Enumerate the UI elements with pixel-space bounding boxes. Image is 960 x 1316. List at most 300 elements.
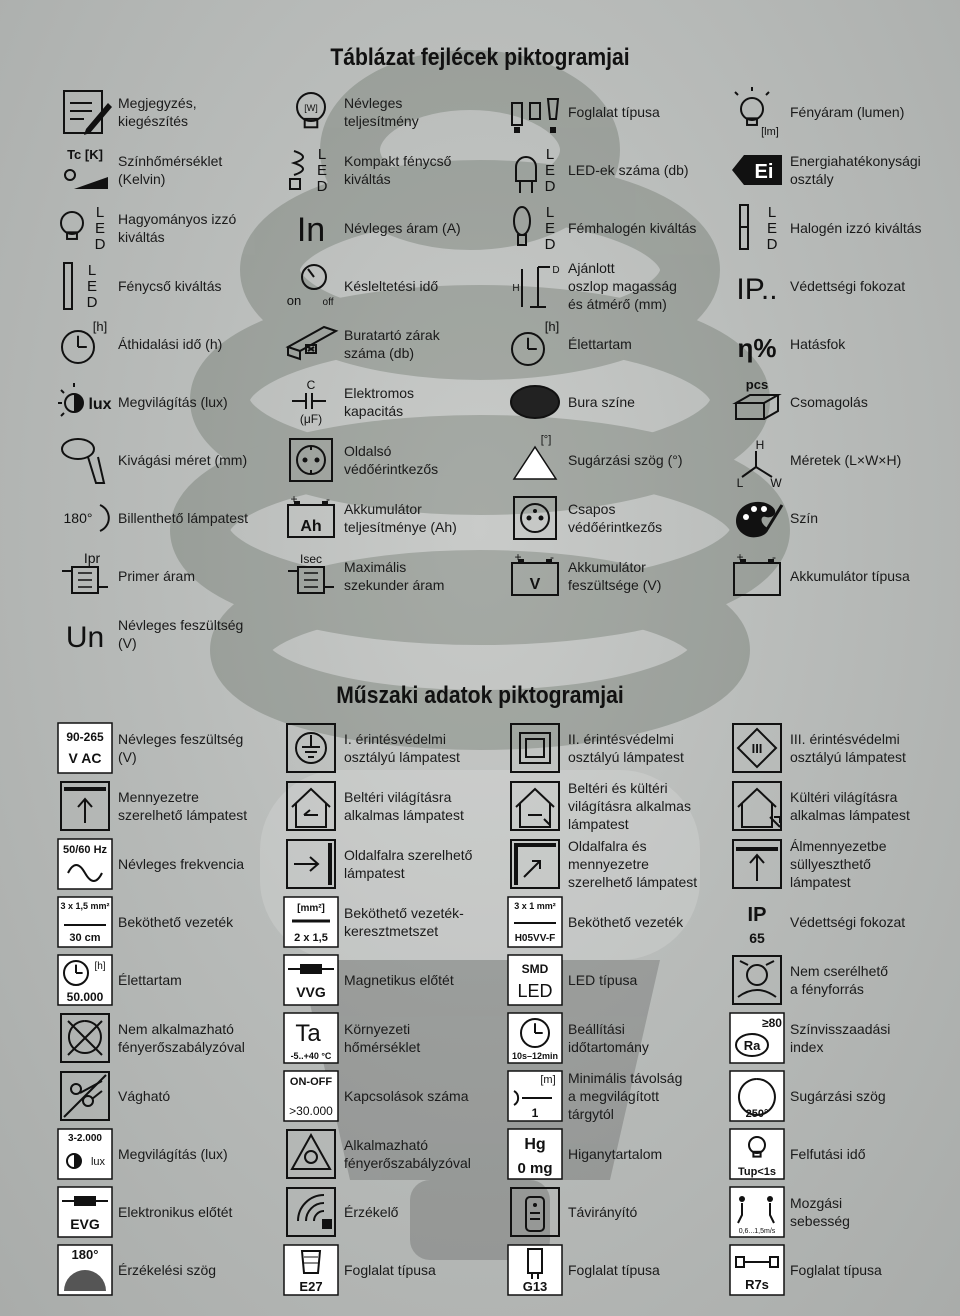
- pictogram-label: Ajánlott oszlop magasság és átmérő (mm): [568, 260, 677, 312]
- pictogram-label: Névleges feszültség (V): [118, 617, 244, 651]
- svg-text:D: D: [544, 236, 556, 253]
- pictogram-label: III. érintésvédelmi osztályú lámpatest: [790, 731, 906, 765]
- svg-text:D: D: [552, 265, 560, 276]
- svg-text:1: 1: [531, 1106, 539, 1120]
- note-icon: [58, 85, 112, 139]
- metal-halide-led-icon: [508, 201, 562, 255]
- svg-text:E: E: [544, 220, 556, 237]
- pictogram-item: [58, 836, 278, 892]
- pictogram-item: [284, 1068, 504, 1124]
- svg-text:3 x 1,5 mm²: 3 x 1,5 mm²: [60, 901, 110, 911]
- svg-text:+: +: [736, 550, 744, 564]
- pictogram-item: [730, 720, 955, 776]
- pictogram-item: [508, 836, 728, 892]
- svg-text:2 x 1,5: 2 x 1,5: [294, 932, 328, 944]
- svg-text:lux: lux: [88, 396, 112, 413]
- pictogram-item: [58, 316, 278, 372]
- pictogram-item: [284, 316, 504, 372]
- svg-text:[h]: [h]: [544, 319, 560, 334]
- outdoor-icon: [730, 779, 784, 833]
- svg-text:IP: IP: [747, 904, 767, 926]
- pictogram-item: [58, 606, 278, 662]
- pictogram-label: Foglalat típusa: [344, 1262, 436, 1278]
- pictogram-item: [284, 720, 504, 776]
- svg-text:[W]: [W]: [304, 103, 318, 113]
- svg-text:D: D: [86, 294, 98, 311]
- pictogram-label: Buratartó zárak száma (db): [344, 327, 440, 361]
- pictogram-label: Méretek (L×W×H): [790, 452, 902, 468]
- svg-text:Ipr: Ipr: [83, 550, 101, 566]
- pictogram-item: [284, 1126, 504, 1182]
- pictogram-item: [284, 548, 504, 604]
- svg-text:>30.000: >30.000: [289, 1104, 333, 1118]
- lux-range-icon: [58, 1127, 112, 1181]
- motion-speed-icon: [730, 1185, 784, 1239]
- svg-text:E: E: [316, 162, 328, 179]
- svg-text:H05VV-F: H05VV-F: [514, 933, 556, 944]
- pictogram-label: Áthidalási idő (h): [118, 336, 223, 352]
- pictogram-label: Élettartam: [568, 336, 632, 352]
- tilt-icon: [58, 491, 112, 545]
- min-distance-icon: [508, 1069, 562, 1123]
- cable-type-icon: [508, 895, 562, 949]
- tech-section-title: Műszaki adatok piktogramjai: [336, 682, 624, 709]
- pictogram-label: Kivágási méret (mm): [118, 452, 248, 468]
- svg-text:LED: LED: [517, 981, 553, 1001]
- pictogram-item: [58, 778, 278, 834]
- pictogram-label: Kapcsolások száma: [344, 1088, 469, 1104]
- svg-text:V AC: V AC: [68, 750, 102, 766]
- sensor-icon: [284, 1185, 338, 1239]
- bridging-clock-icon: [58, 317, 112, 371]
- pictogram-item: [284, 1010, 504, 1066]
- pictogram-item: [284, 142, 504, 198]
- pictogram-item: [58, 1068, 278, 1124]
- pictogram-label: Billenthető lámpatest: [118, 510, 248, 526]
- svg-text:Isec: Isec: [299, 552, 323, 566]
- pictogram-item: [730, 778, 955, 834]
- battery-ah-icon: [284, 491, 338, 545]
- pictogram-label: Névleges teljesítmény: [344, 95, 419, 129]
- svg-text:D: D: [94, 236, 106, 253]
- svg-text:[mm²]: [mm²]: [297, 903, 325, 914]
- class1-icon: [284, 721, 338, 775]
- pictogram-item: [284, 1184, 504, 1240]
- pictogram-label: Halogén izzó kiváltás: [790, 220, 922, 236]
- pictogram-label: Védettségi fokozat: [790, 278, 906, 294]
- pictogram-label: Nem alkalmazható fényerőszabályzóval: [118, 1021, 245, 1055]
- svg-text:-: -: [550, 550, 554, 564]
- pictogram-item: [730, 374, 955, 430]
- magnetic-ballast-icon: [284, 953, 338, 1007]
- pictogram-label: Magnetikus előtét: [344, 972, 454, 988]
- svg-text:pcs: pcs: [745, 377, 769, 392]
- delay-timer-icon: [284, 259, 338, 313]
- svg-text:E: E: [86, 278, 98, 295]
- pictogram-label: Foglalat típusa: [568, 1262, 660, 1278]
- pictogram-item: [284, 1242, 504, 1298]
- cuttable-icon: [58, 1069, 112, 1123]
- voltage-icon: [58, 607, 112, 661]
- pictogram-item: [730, 1126, 955, 1182]
- pictogram-label: Csomagolás: [790, 394, 868, 410]
- cutout-icon: [58, 433, 112, 487]
- lifetime-clock-icon: [508, 317, 562, 371]
- frequency-icon: [58, 837, 112, 891]
- pictogram-item: [508, 1010, 728, 1066]
- pictogram-label: Környezeti hőmérséklet: [344, 1021, 421, 1055]
- pictogram-label: Mennyezetre szerelhető lámpatest: [118, 789, 248, 823]
- svg-text:3-2.000: 3-2.000: [68, 1133, 102, 1144]
- pictogram-item: [284, 258, 504, 314]
- pictogram-item: [508, 490, 728, 546]
- svg-text:L: L: [545, 204, 555, 221]
- indoor-icon: [284, 779, 338, 833]
- capacitor-icon: [284, 375, 338, 429]
- pictogram-item: [730, 316, 955, 372]
- energy-class-icon: [730, 143, 784, 197]
- svg-text:Ah: Ah: [300, 518, 322, 535]
- svg-text:III: III: [751, 741, 763, 756]
- tube-led-icon: [58, 259, 112, 313]
- efficiency-icon: [730, 317, 784, 371]
- beam-angle-icon: [508, 433, 562, 487]
- pictogram-label: Mozgási sebesség: [790, 1195, 850, 1229]
- pictogram-label: Beköthető vezeték- keresztmetszet: [344, 905, 464, 939]
- pictogram-label: Foglalat típusa: [568, 104, 660, 120]
- svg-text:W: W: [770, 476, 782, 490]
- pictogram-item: [508, 720, 728, 776]
- class3-icon: [730, 721, 784, 775]
- pictogram-label: Névleges áram (A): [344, 220, 461, 236]
- pictogram-item: [284, 200, 504, 256]
- svg-text:SMD: SMD: [521, 962, 549, 976]
- pictogram-item: [730, 952, 955, 1008]
- svg-text:VVG: VVG: [296, 984, 326, 1000]
- pictogram-item: [508, 142, 728, 198]
- pictogram-label: LED típusa: [568, 972, 638, 988]
- cover-locks-icon: [284, 317, 338, 371]
- pictogram-label: Színvisszaadási index: [790, 1021, 891, 1055]
- pictogram-label: I. érintésvédelmi osztályú lámpatest: [344, 731, 460, 765]
- pictogram-label: LED-ek száma (db): [568, 162, 689, 178]
- led-type-icon: [508, 953, 562, 1007]
- pictogram-label: Felfutási idő: [790, 1146, 866, 1162]
- dimensions-icon: [730, 433, 784, 490]
- pictogram-label: Oldalfalra szerelhető lámpatest: [344, 847, 473, 881]
- pictogram-item: [730, 1068, 955, 1124]
- pictogram-item: [58, 374, 278, 430]
- cable-icon: [58, 895, 112, 949]
- svg-text:30 cm: 30 cm: [69, 932, 101, 944]
- pictogram-item: [508, 200, 728, 256]
- pictogram-item: [58, 952, 278, 1008]
- lux-icon: [58, 375, 112, 429]
- pictogram-item: [58, 720, 278, 776]
- pictogram-label: Oldalsó védőérintkezős: [344, 443, 439, 477]
- svg-text:H: H: [512, 283, 520, 294]
- primary-current-icon: [58, 549, 112, 603]
- pictogram-item: [508, 1242, 728, 1298]
- non-replaceable-icon: [730, 953, 784, 1007]
- ambient-temp-icon: [284, 1011, 338, 1065]
- halogen-led-icon: [730, 201, 784, 255]
- pictogram-label: Névleges frekvencia: [118, 856, 245, 872]
- svg-text:65: 65: [749, 930, 765, 946]
- svg-text:R7s: R7s: [745, 1277, 769, 1292]
- svg-text:E27: E27: [299, 1279, 323, 1294]
- pictogram-label: Beállítási időtartomány: [568, 1021, 649, 1055]
- svg-text:C: C: [306, 378, 316, 392]
- svg-text:L: L: [317, 146, 327, 163]
- bulb-lumen-icon: [730, 85, 784, 139]
- svg-text:IP..: IP..: [736, 273, 778, 306]
- pictogram-label: Oldalfalra és mennyezetre szerelhető lámpatest: [568, 838, 698, 890]
- pictogram-label: Fénycső kiváltás: [118, 278, 222, 294]
- e27-icon: [284, 1243, 338, 1297]
- svg-text:-: -: [326, 492, 330, 506]
- pictogram-label: Akkumulátor teljesítménye (Ah): [344, 501, 457, 535]
- svg-text:50/60 Hz: 50/60 Hz: [62, 844, 108, 856]
- voltage-box-icon: [58, 721, 112, 775]
- package-icon: [730, 375, 784, 429]
- pictogram-item: [58, 1242, 278, 1298]
- pictogram-label: Sugárzási szög: [790, 1088, 886, 1104]
- svg-text:L: L: [736, 476, 744, 490]
- svg-text:L: L: [87, 262, 97, 279]
- pictogram-item: [508, 952, 728, 1008]
- pictogram-item: [508, 1126, 728, 1182]
- pictogram-label: Fényáram (lumen): [790, 104, 905, 120]
- pictogram-item: [58, 1126, 278, 1182]
- header-section-title: Táblázat fejlécek piktogramjai: [330, 44, 630, 71]
- svg-text:D: D: [316, 178, 328, 195]
- pictogram-label: Érzékelő: [344, 1204, 399, 1220]
- pictogram-label: Érzékelési szög: [118, 1262, 217, 1278]
- pictogram-label: Beköthető vezeték: [118, 914, 234, 930]
- pole-height-icon: [508, 259, 562, 313]
- cross-section-icon: [284, 895, 338, 949]
- g13-icon: [508, 1243, 562, 1297]
- svg-text:Tup<1s: Tup<1s: [737, 1166, 777, 1178]
- svg-text:Ta: Ta: [295, 1020, 321, 1047]
- pictogram-item: [58, 490, 278, 546]
- pictogram-item: [730, 836, 955, 892]
- svg-text:lux: lux: [90, 1156, 106, 1168]
- svg-text:Ei: Ei: [754, 161, 774, 183]
- pictogram-item: [58, 1010, 278, 1066]
- r7s-icon: [730, 1243, 784, 1297]
- svg-text:η%: η%: [737, 333, 777, 363]
- side-earth-socket-icon: [284, 433, 338, 487]
- cover-color-icon: [508, 375, 562, 429]
- recessed-icon: [730, 837, 784, 891]
- pictogram-label: Nem cserélhető a fényforrás: [790, 963, 889, 997]
- pictogram-label: Akkumulátor feszültsége (V): [568, 559, 662, 593]
- svg-text:+: +: [514, 550, 522, 564]
- svg-text:90-265: 90-265: [66, 730, 104, 744]
- pictogram-label: Késleltetési idő: [344, 278, 439, 294]
- pictogram-item: [284, 778, 504, 834]
- time-range-icon: [508, 1011, 562, 1065]
- detection-angle-icon: [58, 1243, 112, 1297]
- pictogram-label: II. érintésvédelmi osztályú lámpatest: [568, 731, 684, 765]
- pictogram-label: Bura színe: [568, 394, 635, 410]
- pictogram-item: [284, 894, 504, 950]
- pictogram-label: Álmennyezetbe süllyeszthető lámpatest: [790, 838, 887, 890]
- pictogram-label: Primer áram: [118, 568, 196, 584]
- svg-text:E: E: [94, 220, 106, 237]
- svg-text:180°: 180°: [63, 510, 93, 526]
- pictogram-label: Higanytartalom: [568, 1146, 663, 1162]
- svg-text:[m]: [m]: [540, 1074, 556, 1086]
- pictogram-item: [730, 1242, 955, 1298]
- dimmable-icon: [284, 1127, 338, 1181]
- pictogram-item: [58, 200, 278, 256]
- pictogram-item: [508, 894, 728, 950]
- pictogram-label: Alkalmazható fényerőszabályzóval: [344, 1137, 471, 1171]
- pictogram-label: Védettségi fokozat: [790, 914, 906, 930]
- svg-text:[lm]: [lm]: [761, 126, 779, 138]
- pictogram-item: [58, 142, 278, 198]
- pictogram-item: [58, 1184, 278, 1240]
- svg-text:off: off: [322, 297, 334, 308]
- svg-text:H: H: [755, 438, 765, 452]
- svg-text:-: -: [772, 550, 776, 564]
- pictogram-item: [508, 1068, 728, 1124]
- pictogram-label: Elektromos kapacitás: [344, 385, 415, 419]
- pictogram-label: Foglalat típusa: [790, 1262, 882, 1278]
- pictogram-item: [508, 778, 728, 834]
- svg-text:on: on: [286, 293, 302, 308]
- pictogram-item: [284, 952, 504, 1008]
- pictogram-item: [284, 374, 504, 430]
- electronic-ballast-icon: [58, 1185, 112, 1239]
- pictogram-item: [58, 84, 278, 140]
- svg-text:In: In: [296, 211, 326, 249]
- svg-text:[h]: [h]: [92, 319, 108, 334]
- svg-text:250°: 250°: [745, 1108, 769, 1120]
- svg-text:EVG: EVG: [70, 1216, 100, 1232]
- svg-text:180°: 180°: [71, 1247, 99, 1262]
- svg-text:≥80: ≥80: [762, 1016, 782, 1030]
- ceiling-mount-icon: [58, 779, 112, 833]
- pictogram-item: [730, 490, 955, 546]
- pictogram-label: Élettartam: [118, 972, 182, 988]
- palette-icon: [730, 491, 784, 545]
- svg-text:[h]: [h]: [94, 961, 106, 972]
- pictogram-item: [58, 258, 278, 314]
- pictogram-label: Színhőmérséklet (Kelvin): [118, 153, 223, 187]
- incandescent-led-icon: [58, 201, 112, 255]
- svg-text:E: E: [544, 162, 556, 179]
- svg-text:3 x 1 mm²: 3 x 1 mm²: [514, 901, 556, 911]
- svg-text:+: +: [290, 492, 298, 506]
- bulb-watt-icon: [284, 85, 338, 139]
- svg-text:10s–12min: 10s–12min: [511, 1051, 559, 1061]
- pictogram-item: [730, 200, 955, 256]
- pictogram-item: [730, 1184, 955, 1240]
- pictogram-item: [508, 1184, 728, 1240]
- pictogram-item: [508, 258, 728, 314]
- warmup-icon: [730, 1127, 784, 1181]
- pictogram-label: Csapos védőérintkezős: [568, 501, 663, 535]
- pictogram-label: Hatásfok: [790, 336, 846, 352]
- pictogram-label: Fémhalogén kiváltás: [568, 220, 697, 236]
- pictogram-item: [730, 548, 955, 604]
- svg-text:L: L: [767, 204, 777, 221]
- pictogram-item: [730, 894, 955, 950]
- pictogram-item: [730, 432, 955, 488]
- pictogram-item: [730, 142, 955, 198]
- led-count-icon: [508, 143, 562, 197]
- pictogram-item: [284, 836, 504, 892]
- remote-icon: [508, 1185, 562, 1239]
- pictogram-label: Megjegyzés, kiegészítés: [118, 95, 197, 129]
- wall-mount-icon: [284, 837, 338, 891]
- pictogram-item: [58, 894, 278, 950]
- pictogram-label: Kültéri világításra alkalmas lámpatest: [790, 789, 910, 823]
- secondary-current-icon: [284, 549, 338, 603]
- ip65-icon: [730, 895, 784, 949]
- svg-text:Tc [K]: Tc [K]: [67, 147, 103, 162]
- svg-text:Ra: Ra: [743, 1038, 761, 1053]
- pictogram-label: Megvilágítás (lux): [118, 394, 228, 410]
- pin-earth-socket-icon: [508, 491, 562, 545]
- pictogram-label: Beltéri világításra alkalmas lámpatest: [344, 789, 464, 823]
- pictogram-label: Minimális távolság a megvilágított tárgytól: [568, 1070, 683, 1122]
- battery-voltage-icon: [508, 549, 562, 603]
- switching-count-icon: [284, 1069, 338, 1123]
- cri-icon: [730, 1011, 784, 1065]
- pictogram-item: [730, 1010, 955, 1066]
- svg-text:0 mg: 0 mg: [517, 1160, 553, 1177]
- svg-text:-5..+40 °C: -5..+40 °C: [290, 1051, 332, 1061]
- pictogram-label: Vágható: [118, 1088, 171, 1104]
- color-temp-icon: [58, 143, 112, 197]
- pictogram-label: Elektronikus előtét: [118, 1204, 233, 1220]
- pictogram-item: [508, 84, 728, 140]
- svg-text:D: D: [544, 178, 556, 195]
- svg-text:(μF): (μF): [299, 412, 323, 426]
- svg-text:Hg: Hg: [524, 1136, 546, 1153]
- current-icon: [284, 201, 338, 255]
- svg-text:V: V: [529, 576, 541, 593]
- pictogram-item: [508, 548, 728, 604]
- pictogram-label: Kompakt fénycső kiváltás: [344, 153, 452, 187]
- cfl-led-icon: [284, 143, 338, 197]
- pictogram-item: [58, 548, 278, 604]
- lifetime-hours-icon: [58, 953, 112, 1007]
- pictogram-item: [508, 432, 728, 488]
- pictogram-label: Beköthető vezeték: [568, 914, 684, 930]
- pictogram-item: [730, 84, 955, 140]
- pictogram-item: [508, 374, 728, 430]
- pictogram-label: Távirányító: [568, 1204, 638, 1220]
- pictogram-label: Szín: [790, 510, 819, 526]
- pictogram-item: [284, 490, 504, 546]
- pictogram-label: Energiahatékonysági osztály: [790, 153, 921, 187]
- svg-text:ON-OFF: ON-OFF: [289, 1076, 333, 1088]
- pictogram-item: [284, 432, 504, 488]
- pictogram-label: Sugárzási szög (°): [568, 452, 683, 468]
- no-dimmer-icon: [58, 1011, 112, 1065]
- pictogram-label: Névleges feszültség (V): [118, 731, 244, 765]
- indoor-outdoor-icon: [508, 779, 562, 833]
- svg-text:0,6...1,5m/s: 0,6...1,5m/s: [738, 1228, 776, 1235]
- svg-text:Un: Un: [65, 621, 105, 654]
- class2-icon: [508, 721, 562, 775]
